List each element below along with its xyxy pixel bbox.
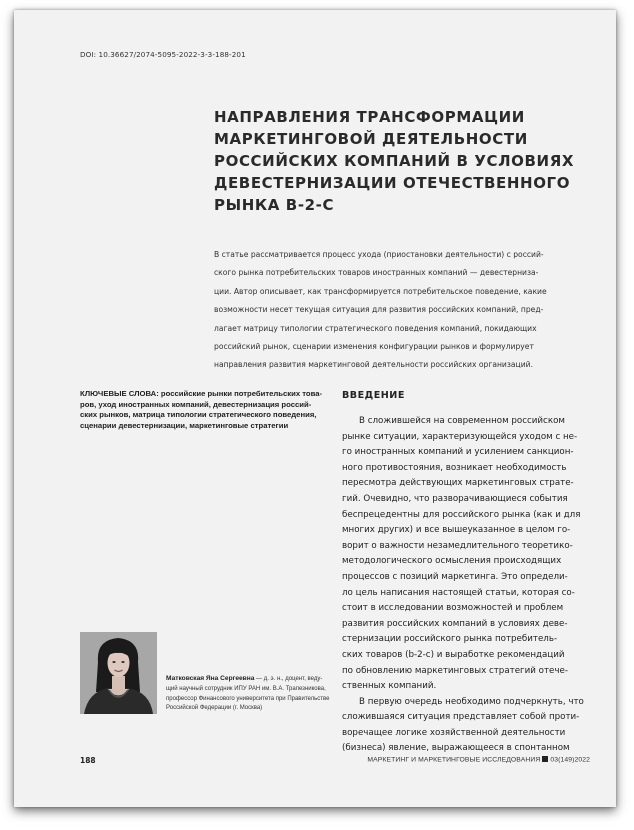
doi-line: DOI: 10.36627/2074-5095-2022-3-3-188-201 — [80, 50, 246, 59]
keywords-line: КЛЮЧЕВЫЕ СЛОВА: российские рынки потребительских това- — [80, 389, 323, 398]
keywords-line: ров, уход иностранных компаний, девестернизация россий- — [80, 399, 312, 409]
journal-page — [14, 10, 616, 807]
body-text — [342, 414, 600, 757]
journal-name: МАРКЕТИНГ И МАРКЕТИНГОВЫЕ ИССЛЕДОВАНИЯ — [367, 756, 541, 764]
author-line: щий научный сотрудник ИПУ РАН им. В.А. Трапезникова, — [166, 685, 326, 692]
body-line: В первую очередь необходимо подчеркнуть, что — [359, 696, 584, 707]
body-line: процессов с позиций маркетинга. Это определи- — [342, 571, 568, 582]
abstract-line: возможности несет текущая ситуация для развития российских компаний, пред- — [214, 305, 544, 315]
body-line: сложившаяся ситуация представляет собой проти- — [342, 712, 580, 723]
abstract-line: направления развития маркетинговой деятельности российских организаций. — [214, 360, 534, 370]
author-info — [166, 674, 336, 714]
title-line: РЫНКА В-2-С — [214, 196, 335, 214]
body-line: ских товаров (b-2-c) и выработке рекомендаций — [342, 649, 565, 660]
body-line: пересмотра действующих маркетинговых страте- — [342, 478, 574, 489]
title-line: РОССИЙСКИХ КОМПАНИЙ В УСЛОВИЯХ — [214, 152, 575, 170]
body-line: стернизации российского рынка потребитель- — [342, 634, 558, 645]
author-title: — д. э. н., доцент, веду- — [256, 676, 323, 682]
journal-footer — [367, 756, 590, 764]
body-line: ственных компаний. — [342, 681, 437, 692]
body-line: многих других) и все вышеуказанное в целом го- — [342, 525, 571, 536]
author-name: Матковская Яна Сергеевна — [166, 675, 255, 682]
body-line: стоит в исследовании возможностей и проблем — [342, 603, 564, 614]
author-line — [166, 674, 336, 685]
author-photo — [80, 632, 157, 714]
abstract — [214, 246, 598, 375]
abstract-line: ции. Автор описывает, как трансформируется потребительское поведение, какие — [214, 286, 547, 296]
title-line: НАПРАВЛЕНИЯ ТРАНСФОРМАЦИИ — [214, 108, 525, 126]
author-line: Российской Федерации (г. Москва) — [166, 705, 263, 712]
body-line: беспрецедентны для российского рынка (как и для — [342, 509, 581, 520]
article-title — [214, 106, 594, 216]
title-line: МАРКЕТИНГОВОЙ ДЕЯТЕЛЬНОСТИ — [214, 130, 528, 148]
body-line: (бизнеса) явление, выражающееся в спонтанном — [342, 743, 570, 754]
keywords — [80, 389, 332, 431]
abstract-line: российский рынок, сценарии изменения конфигурации рынков и формулирует — [214, 342, 534, 352]
body-line: В сложившейся на современном российском — [359, 416, 565, 426]
body-line: го иностранных компаний и усилением санкцион- — [342, 447, 574, 458]
body-line: рынке ситуации, характеризующейся уходом с не- — [342, 431, 578, 442]
section-heading: ВВЕДЕНИЕ — [342, 390, 405, 401]
body-line: ло цель написания настоящей статьи, которая со- — [342, 587, 575, 598]
square-icon — [542, 756, 548, 762]
body-line: по обновлению маркетинговых стратегий отече- — [342, 665, 569, 676]
keywords-line: ских рынков, матрица типологии стратегического поведения, — [80, 410, 317, 420]
abstract-line: ского рынка потребительских товаров иностранных компаний — девестерниза- — [214, 268, 539, 278]
body-line: развития российских компаний в условиях деве- — [342, 618, 568, 629]
keywords-line: сценарии девестернизации, маркетинговые стратегии — [80, 420, 289, 430]
abstract-line: лагает матрицу типологии стратегического поведения компаний, покидающих — [214, 323, 537, 333]
body-line: гий. Очевидно, что разворачивающиеся события — [342, 493, 568, 504]
author-line: профессор Финансового университета при Правительстве — [166, 695, 330, 702]
title-line: ДЕВЕСТЕРНИЗАЦИИ ОТЕЧЕСТВЕННОГО — [214, 174, 571, 192]
body-line: воречащее логике хозяйственной деятельности — [342, 727, 566, 738]
page-number: 188 — [80, 756, 96, 765]
body-line: ного противостояния, возникает необходимость — [342, 462, 567, 473]
journal-issue: 03(149)2022 — [550, 756, 590, 764]
abstract-line: В статье рассматривается процесс ухода (приостановки деятельности) с россий- — [214, 250, 544, 259]
body-line: ворит о важности незамедлительного теоретико- — [342, 540, 573, 551]
body-line: методологического осмысления происходящих — [342, 556, 562, 567]
